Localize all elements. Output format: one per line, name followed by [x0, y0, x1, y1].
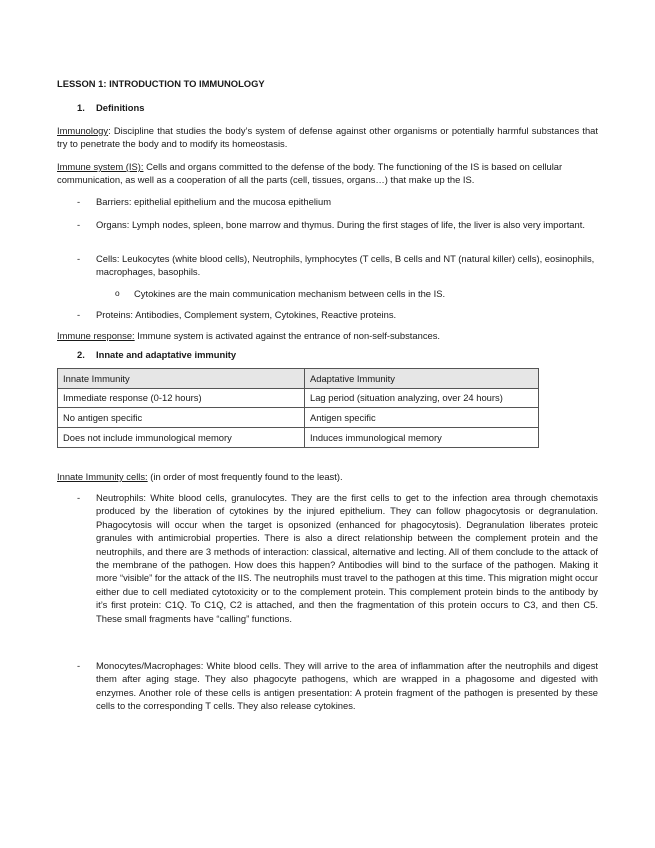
table-row	[58, 428, 539, 448]
table-cell: Does not include immunological memory	[58, 428, 305, 448]
immune-response-text: Immune system is activated against the entrance of non-self-substances.	[134, 330, 441, 341]
table-header-cell: Adaptative Immunity	[305, 369, 539, 389]
bullet-marker: -	[77, 219, 81, 230]
table-row	[58, 408, 539, 428]
table-header-row	[58, 369, 539, 389]
section-title-definitions: Definitions	[96, 102, 145, 113]
bullet-marker: -	[77, 196, 81, 207]
immunology-definition	[57, 124, 598, 151]
section-number-2: 2.	[77, 349, 85, 360]
immunology-text: : Discipline that studies the body’s system of defense against other organisms or potentially harmful substances that try to penetrate the body and to modify its homeostasis.	[57, 125, 598, 150]
section-title-innate-adaptative: Innate and adaptative immunity	[96, 349, 237, 360]
immunity-comparison-table	[57, 368, 539, 448]
list-item-barriers: Barriers: epithelial epithelium and the mucosa epithelium	[96, 196, 332, 207]
table-cell: Antigen specific	[305, 408, 539, 428]
bullet-marker: -	[77, 660, 81, 671]
immune-response-term: Immune response:	[57, 330, 135, 341]
table-cell: No antigen specific	[58, 408, 305, 428]
list-item-organs: Organs: Lymph nodes, spleen, bone marrow and thymus. During the first stages of life, the liver is also very important.	[96, 219, 585, 230]
list-item-monocytes: Monocytes/Macrophages: White blood cells. They will arrive to the area of inflammation after the neutrophils and digest them after aging stage. They also phagocyte pathogens, which are wrapped in a phagosome and digested with enzymes. Another role of these cells is antigen presentation: A protein fragment of the pathogen is presented by these cells to the corresponding T cells. They also release cytokines.	[96, 660, 598, 712]
section-number-1: 1.	[77, 102, 85, 113]
immune-response-definition	[57, 329, 598, 342]
table-cell: Lag period (situation analyzing, over 24 hours)	[305, 388, 539, 408]
immune-system-definition	[57, 160, 598, 187]
innate-cells-term: Innate Immunity cells:	[57, 471, 148, 482]
list-item-proteins: Proteins: Antibodies, Complement system, Cytokines, Reactive proteins.	[96, 309, 397, 320]
lesson-title: LESSON 1: INTRODUCTION TO IMMUNOLOGY	[57, 78, 265, 89]
immune-system-term: Immune system (IS):	[57, 161, 144, 172]
table-row	[58, 388, 539, 408]
list-item-cells: Cells: Leukocytes (white blood cells), Neutrophils, lymphocytes (T cells, B cells and NT (natural killer) cells), eosinophils, macrophages, basophils.	[96, 253, 595, 278]
immune-system-text: Cells and organs committed to the defense of the body. The functioning of the IS is based on cellular communication, as well as a cooperation of all the parts (cell, tissues, organs…) that make up the IS.	[57, 161, 563, 186]
table-header-cell: Innate Immunity	[58, 369, 305, 389]
innate-cells-heading	[57, 470, 598, 483]
list-item-cytokines: Cytokines are the main communication mechanism between cells in the IS.	[134, 288, 446, 299]
list-item-neutrophils: Neutrophils: White blood cells, granulocytes. They are the first cells to get to the infection area through chemotaxis produced by the liberation of cytokines by the injured epithelium. They can follow phagocytosis or degranulation. Phagocytosis will occur when the target is opsonized (enhanced for phagocytosis). Degranulation liberates proteic granules with antimicrobial properties. There is also a direct relationship between the complement protein and the neutrophils, and there are 3 methods of interaction: classical, alternative and lecting. All of them conclude to the attack of the membrane of the pathogen. How does this happen? Antibodies will bind to the surface of the pathogen. Making it more “visible” for the attack of the IIS. The neutrophils must travel to the pathogen at this time. This migration might occur either due to cell mediated cytotoxicity or to the complement protein. This complement protein binds to the antibody by it’s first protein: C1Q. To C1Q, C2 is attached, and then the fragmentation of this protein occurs to C3, and then C5. These small fragments have “calling” functions.	[96, 492, 598, 624]
bullet-marker: -	[77, 253, 81, 264]
bullet-marker: -	[77, 309, 81, 320]
innate-cells-text: (in order of most frequently found to the least).	[147, 471, 343, 482]
bullet-marker: -	[77, 492, 81, 503]
table-cell: Induces immunological memory	[305, 428, 539, 448]
sub-bullet-marker: o	[115, 288, 120, 298]
table-cell: Immediate response (0-12 hours)	[58, 388, 305, 408]
immunology-term: Immunology	[57, 125, 109, 136]
